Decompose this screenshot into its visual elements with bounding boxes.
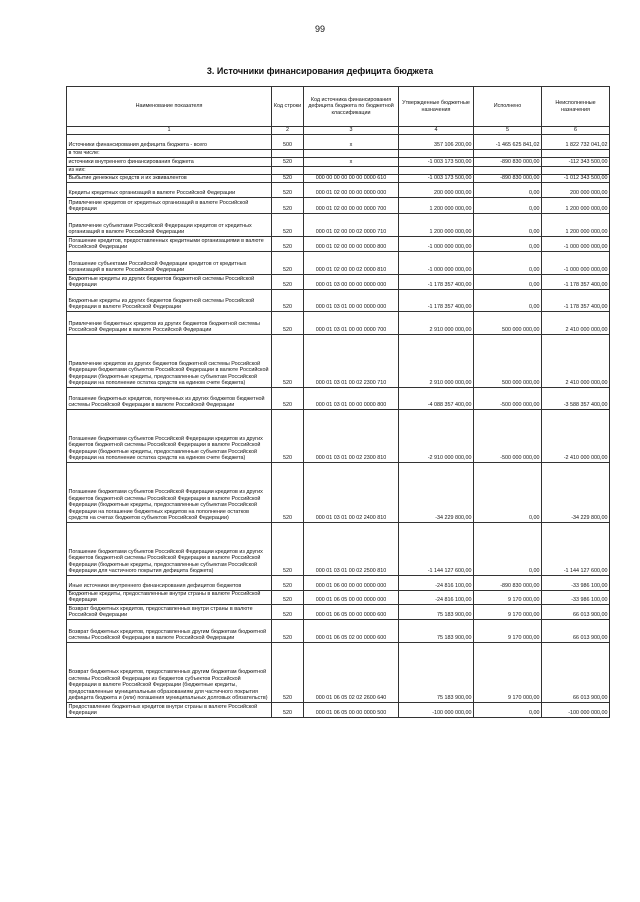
row-unexecuted-cell: -1 012 343 500,00 [542,174,610,182]
row-approved-cell: -1 003 173 500,00 [399,157,474,166]
row-approved-cell: -1 178 357 400,00 [399,274,474,289]
table-row [67,166,610,174]
row-name-cell: источники внутреннего финансирования бюджета [67,157,272,166]
row-line-code-cell: 520 [272,251,304,274]
row-approved-cell: -2 910 000 000,00 [399,409,474,462]
table-row [67,149,610,157]
row-approved-cell: -1 144 127 600,00 [399,522,474,575]
row-executed-cell: -890 830 000,00 [474,575,542,590]
header-code: Код источника финансирования дефицита бюджета по бюджетной классификации [304,87,399,127]
row-line-code-cell: 520 [272,522,304,575]
table-row [67,387,610,409]
row-unexecuted-cell: -1 178 357 400,00 [542,274,610,289]
row-executed-cell [474,166,542,174]
table-row [67,182,610,197]
row-name-cell: Погашение субъектами Российской Федерации кредитов от кредитных организаций в валюте Российской Федерации [67,251,272,274]
row-source-code-cell [304,149,399,157]
row-source-code-cell: 000 01 02 00 00 00 0000 800 [304,236,399,251]
table-row [67,174,610,182]
row-executed-cell: 0,00 [474,236,542,251]
table-row [67,590,610,604]
row-unexecuted-cell: 2 410 000 000,00 [542,311,610,334]
row-line-code-cell: 520 [272,213,304,236]
table-row [67,274,610,289]
row-name-cell: Предоставление бюджетных кредитов внутри страны в валюте Российской Федерации [67,702,272,717]
row-approved-cell: -34 229 800,00 [399,462,474,522]
row-source-code-cell: 000 01 03 01 00 00 0000 000 [304,289,399,311]
row-unexecuted-cell: 1 200 000 000,00 [542,197,610,213]
row-source-code-cell: 000 01 03 01 00 00 0000 800 [304,387,399,409]
row-executed-cell: 0,00 [474,182,542,197]
row-unexecuted-cell: -1 000 000 000,00 [542,236,610,251]
row-source-code-cell: 000 01 02 00 00 02 0000 810 [304,251,399,274]
row-approved-cell: -1 178 357 400,00 [399,289,474,311]
financing-sources-table [66,86,610,718]
row-executed-cell: 0,00 [474,522,542,575]
row-executed-cell: 0,00 [474,251,542,274]
row-approved-cell: -100 000 000,00 [399,702,474,717]
table-row [67,522,610,575]
row-executed-cell: 9 170 000,00 [474,619,542,642]
row-unexecuted-cell: -1 000 000 000,00 [542,251,610,274]
table-row [67,575,610,590]
row-name-cell: Кредиты кредитных организаций в валюте Российской Федерации [67,182,272,197]
header-approved: Утвержденные бюджетные назначения [399,87,474,127]
row-name-cell: Бюджетные кредиты, предоставленные внутри страны в валюте Российской Федерации [67,590,272,604]
row-approved-cell: 1 200 000 000,00 [399,197,474,213]
row-executed-cell: 9 170 000,00 [474,642,542,702]
row-name-cell: Погашение бюджетных кредитов, полученных из других бюджетов бюджетной системы Российской Федерации в валюте Российской Федерации [67,387,272,409]
row-name-cell: в том числе: [67,149,272,157]
row-approved-cell: 2 910 000 000,00 [399,311,474,334]
row-source-code-cell: 000 01 06 05 02 00 0000 600 [304,619,399,642]
row-executed-cell: 0,00 [474,289,542,311]
row-line-code-cell: 520 [272,174,304,182]
row-source-code-cell: 000 01 02 00 00 00 0000 700 [304,197,399,213]
row-executed-cell: -500 000 000,00 [474,387,542,409]
row-source-code-cell: 000 01 03 01 00 02 2300 810 [304,409,399,462]
row-source-code-cell: 000 01 06 05 00 00 0000 600 [304,604,399,619]
row-unexecuted-cell: 66 013 900,00 [542,604,610,619]
row-executed-cell: -1 465 625 841,02 [474,134,542,149]
row-source-code-cell: 000 01 06 00 00 00 0000 000 [304,575,399,590]
table-row [67,251,610,274]
header-row [67,87,610,127]
row-unexecuted-cell: 200 000 000,00 [542,182,610,197]
row-name-cell: Возврат бюджетных кредитов, предоставленных другим бюджетам бюджетной системы Российской Федерации в валюте Российской Федерации [67,619,272,642]
row-executed-cell: 0,00 [474,274,542,289]
row-unexecuted-cell: -112 343 500,00 [542,157,610,166]
row-unexecuted-cell: -34 229 800,00 [542,462,610,522]
row-executed-cell: -890 830 000,00 [474,157,542,166]
row-executed-cell: 9 170 000,00 [474,604,542,619]
table-row [67,702,610,717]
row-approved-cell: 75 183 900,00 [399,619,474,642]
row-line-code-cell: 520 [272,575,304,590]
row-source-code-cell: 000 00 00 00 00 00 0000 610 [304,174,399,182]
row-name-cell: Погашение бюджетами субъектов Российской Федерации кредитов из других бюджетов бюджетной системы Российской Федерации в валюте Российской Федерации (бюджетные кредиты, предоставленные субъектам Российской Федерации для частичного покрытия дефицита бюджета) [67,522,272,575]
row-source-code-cell: 000 01 06 05 00 00 0000 500 [304,702,399,717]
row-line-code-cell: 520 [272,182,304,197]
row-line-code-cell [272,166,304,174]
row-unexecuted-cell: 66 013 900,00 [542,642,610,702]
row-name-cell: Возврат бюджетных кредитов, предоставленных другим бюджетам бюджетной системы Российской Федерации из бюджетов субъектов Российской Федерации в валюте Российской Федерации (бюджетные кредиты, предоставленные муниципальным образованиям для частичного покрытия дефицита бюджета и (или) погашения муниципальных долговых обязательств) [67,642,272,702]
row-name-cell: Бюджетные кредиты из других бюджетов бюджетной системы Российской Федерации в валюте Российской Федерации [67,289,272,311]
row-unexecuted-cell [542,149,610,157]
row-unexecuted-cell: -33 986 100,00 [542,575,610,590]
row-executed-cell: 0,00 [474,702,542,717]
row-line-code-cell: 520 [272,462,304,522]
row-executed-cell: 0,00 [474,213,542,236]
table-row [67,157,610,166]
row-source-code-cell: 000 01 03 00 00 00 0000 000 [304,274,399,289]
header-unexecuted: Неисполненные назначения [542,87,610,127]
row-line-code-cell: 520 [272,334,304,387]
row-approved-cell [399,166,474,174]
row-name-cell: Возврат бюджетных кредитов, предоставленных внутри страны в валюте Российской Федерации [67,604,272,619]
column-number: 5 [474,127,542,135]
row-approved-cell: -1 000 000 000,00 [399,236,474,251]
row-source-code-cell: 000 01 03 01 00 02 2300 710 [304,334,399,387]
row-approved-cell: 1 200 000 000,00 [399,213,474,236]
table-row [67,213,610,236]
row-unexecuted-cell: -3 588 357 400,00 [542,387,610,409]
row-line-code-cell: 520 [272,590,304,604]
row-source-code-cell [304,166,399,174]
column-number: 2 [272,127,304,135]
row-source-code-cell: 000 01 06 05 02 02 2600 640 [304,642,399,702]
table-row [67,197,610,213]
row-executed-cell: 0,00 [474,197,542,213]
column-number: 4 [399,127,474,135]
row-line-code-cell: 520 [272,619,304,642]
table-row [67,462,610,522]
column-number: 1 [67,127,272,135]
row-name-cell: Привлечение кредитов от кредитных организаций в валюте Российской Федерации [67,197,272,213]
row-line-code-cell: 520 [272,197,304,213]
row-unexecuted-cell: 1 200 000 000,00 [542,213,610,236]
row-source-code-cell: 000 01 06 05 00 00 0000 000 [304,590,399,604]
table-row [67,642,610,702]
row-executed-cell: 9 170 000,00 [474,590,542,604]
row-line-code-cell: 520 [272,642,304,702]
row-line-code-cell: 520 [272,311,304,334]
row-source-code-cell: x [304,134,399,149]
row-line-code-cell: 520 [272,409,304,462]
row-line-code-cell: 520 [272,387,304,409]
row-name-cell: Источники финансирования дефицита бюджета - всего [67,134,272,149]
header-line: Код строки [272,87,304,127]
column-number-row [67,127,610,135]
table-row [67,236,610,251]
row-unexecuted-cell: 1 822 732 041,02 [542,134,610,149]
row-executed-cell: 500 000 000,00 [474,311,542,334]
row-unexecuted-cell: 66 013 900,00 [542,619,610,642]
row-approved-cell [399,149,474,157]
row-unexecuted-cell: 2 410 000 000,00 [542,334,610,387]
row-unexecuted-cell [542,166,610,174]
row-executed-cell: 0,00 [474,462,542,522]
row-source-code-cell: 000 01 03 01 00 00 0000 700 [304,311,399,334]
page-number: 99 [314,24,325,34]
row-executed-cell [474,149,542,157]
table-row [67,311,610,334]
row-line-code-cell: 500 [272,134,304,149]
table-row [67,409,610,462]
row-source-code-cell: 000 01 03 01 00 02 2400 810 [304,462,399,522]
row-executed-cell: -500 000 000,00 [474,409,542,462]
column-number: 3 [304,127,399,135]
row-approved-cell: -1 000 000 000,00 [399,251,474,274]
row-line-code-cell [272,149,304,157]
row-approved-cell: 75 183 900,00 [399,604,474,619]
header-name: Наименование показателя [67,87,272,127]
row-line-code-cell: 520 [272,702,304,717]
row-name-cell: Погашение бюджетами субъектов Российской Федерации кредитов из других бюджетов бюджетной системы Российской Федерации в валюте Российской Федерации (бюджетные кредиты, предоставленные субъектам Российской Федерации на пополнение остатка средств на едином счете бюджета) [67,409,272,462]
row-name-cell: Привлечение кредитов из других бюджетов бюджетной системы Российской Федерации бюджетами субъектов Российской Федерации в валюте Российской Федерации (бюджетные кредиты, предоставленные субъектам Российской Федерации на пополнение остатка средств на едином счете бюджета) [67,334,272,387]
row-approved-cell: -24 816 100,00 [399,575,474,590]
row-approved-cell: -24 816 100,00 [399,590,474,604]
row-approved-cell: 2 910 000 000,00 [399,334,474,387]
row-name-cell: Погашение бюджетами субъектов Российской Федерации кредитов из других бюджетов бюджетной системы Российской Федерации в валюте Российской Федерации (бюджетные кредиты, предоставленные субъектам Российской Федерации на погашение бюджетных кредитов на пополнение остатков средств на счетах бюджетов субъектов Российской Федерации) [67,462,272,522]
row-name-cell: Привлечение субъектами Российской Федерации кредитов от кредитных организаций в валюте Российской Федерации [67,213,272,236]
row-approved-cell: 200 000 000,00 [399,182,474,197]
row-line-code-cell: 520 [272,157,304,166]
table-row [67,134,610,149]
row-executed-cell: -890 830 000,00 [474,174,542,182]
row-unexecuted-cell: -33 986 100,00 [542,590,610,604]
row-name-cell: из них: [67,166,272,174]
table-row [67,289,610,311]
row-source-code-cell: 000 01 02 00 00 02 0000 710 [304,213,399,236]
row-line-code-cell: 520 [272,274,304,289]
row-line-code-cell: 520 [272,236,304,251]
table-row [67,334,610,387]
row-source-code-cell: 000 01 03 01 00 02 2500 810 [304,522,399,575]
row-unexecuted-cell: -1 178 357 400,00 [542,289,610,311]
row-approved-cell: 75 183 900,00 [399,642,474,702]
row-unexecuted-cell: -2 410 000 000,00 [542,409,610,462]
row-unexecuted-cell: -100 000 000,00 [542,702,610,717]
row-executed-cell: 500 000 000,00 [474,334,542,387]
row-approved-cell: 357 106 200,00 [399,134,474,149]
row-source-code-cell: x [304,157,399,166]
row-approved-cell: -4 088 357 400,00 [399,387,474,409]
row-name-cell: Привлечение бюджетных кредитов из других бюджетов бюджетной системы Российской Федерации в валюте Российской Федерации [67,311,272,334]
section-title: 3. Источники финансирования дефицита бюджета [206,66,434,76]
header-executed: Исполнено [474,87,542,127]
row-approved-cell: -1 003 173 500,00 [399,174,474,182]
column-number: 6 [542,127,610,135]
row-source-code-cell: 000 01 02 00 00 00 0000 000 [304,182,399,197]
row-name-cell: Иные источники внутреннего финансирования дефицитов бюджетов [67,575,272,590]
row-line-code-cell: 520 [272,604,304,619]
row-line-code-cell: 520 [272,289,304,311]
table-row [67,604,610,619]
row-name-cell: Бюджетные кредиты из других бюджетов бюджетной системы Российской Федерации [67,274,272,289]
row-name-cell: Выбытие денежных средств и их эквивалентов [67,174,272,182]
row-unexecuted-cell: -1 144 127 600,00 [542,522,610,575]
table-row [67,619,610,642]
row-name-cell: Погашение кредитов, предоставленных кредитными организациями в валюте Российской Федерации [67,236,272,251]
